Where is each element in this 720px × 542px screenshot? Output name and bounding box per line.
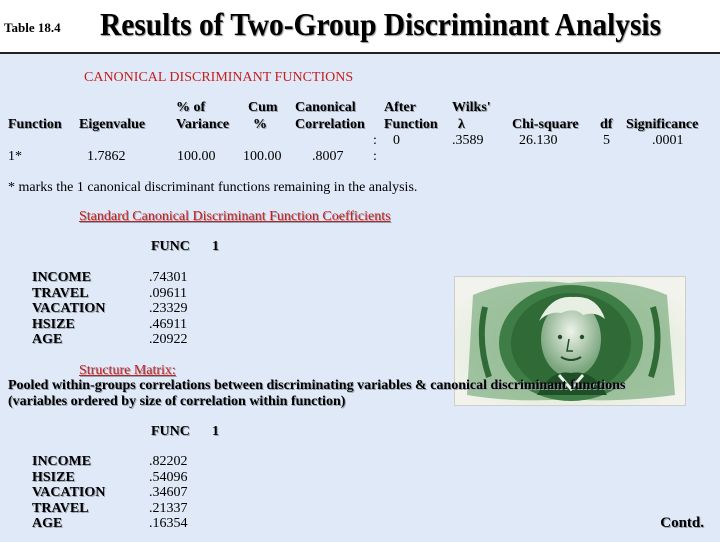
significance-value: .0001 [652, 133, 684, 148]
list-item: INCOME [32, 270, 92, 285]
list-item: .21337 [149, 500, 188, 516]
list-item: TRAVEL [32, 285, 89, 301]
structure-matrix-line1: Pooled within-groups correlations between discriminating variables & canonical discriminant functions [8, 378, 626, 393]
list-item: AGE [32, 332, 63, 347]
header-cum-line2: % [253, 117, 267, 132]
header-after-line2: Function [384, 117, 438, 132]
list-item: VACATION [32, 301, 106, 316]
header-after-line1: After [384, 100, 416, 115]
header-significance: Significance [626, 117, 699, 132]
list-item: .16354 [149, 516, 188, 531]
coefficients-func-label: FUNC [151, 239, 190, 254]
list-item: INCOME [32, 454, 92, 469]
df-value: 5 [603, 133, 610, 148]
structure-func-label: FUNC [151, 424, 190, 439]
header-canonical-line1: Canonical [295, 100, 356, 115]
list-item: VACATION [32, 485, 106, 500]
function-row-colon: : [373, 149, 377, 164]
after-row-colon: : [373, 133, 377, 148]
structure-func-number: 1 [212, 424, 219, 439]
structure-matrix-title: Structure Matrix: [79, 363, 176, 378]
structure-value-list [149, 454, 188, 532]
header-canonical-line2: Correlation [295, 117, 365, 132]
header-pct-line1: % of [176, 100, 206, 115]
wilks-lambda-value: .3589 [452, 133, 484, 148]
list-item: AGE [32, 516, 63, 531]
header-cum-line1: Cum [248, 100, 278, 115]
table-number-label: Table 18.4 [4, 20, 61, 35]
list-item: TRAVEL [32, 500, 89, 516]
canonical-correlation-value: .8007 [312, 149, 344, 164]
header-chi-square: Chi-square [512, 117, 579, 132]
pct-variance-value: 100.00 [177, 149, 216, 164]
list-item: .74301 [149, 270, 188, 285]
structure-variable-list [32, 454, 105, 532]
header-wilks-symbol: λ [458, 117, 465, 132]
slide-title: Results of Two-Group Discriminant Analysis [100, 6, 662, 42]
canonical-section-title: CANONICAL DISCRIMINANT FUNCTIONS [84, 70, 354, 85]
coefficients-title: Standard Canonical Discriminant Function Coefficients [79, 209, 391, 224]
eigenvalue-value: 1.7862 [87, 149, 126, 164]
header-pct-line2: Variance [176, 117, 230, 132]
list-item: HSIZE [32, 469, 75, 485]
list-item: .46911 [149, 316, 187, 332]
chi-square-value: 26.130 [519, 133, 558, 148]
list-item: .23329 [149, 301, 188, 316]
coefficients-func-number: 1 [212, 239, 219, 254]
coefficients-variable-list [32, 270, 105, 348]
list-item: .54096 [149, 469, 188, 485]
after-function-value: 0 [393, 133, 400, 148]
header-function: Function [8, 117, 62, 132]
list-item: .34607 [149, 485, 188, 500]
function-number: 1* [8, 149, 22, 164]
header-eigenvalue: Eigenvalue [79, 117, 146, 132]
structure-matrix-line2: (variables ordered by size of correlation within function) [8, 394, 346, 409]
cum-pct-value: 100.00 [243, 149, 282, 164]
content-panel [0, 52, 720, 542]
list-item: HSIZE [32, 316, 75, 332]
coefficients-value-list [149, 270, 188, 348]
list-item: .09611 [149, 285, 187, 301]
list-item: .82202 [149, 454, 188, 469]
header-wilks-line1: Wilks' [452, 100, 491, 115]
list-item: .20922 [149, 332, 188, 347]
header-df: df [600, 117, 613, 132]
continued-label: Contd. [660, 515, 704, 531]
footnote: * marks the 1 canonical discriminant functions remaining in the analysis. [8, 180, 418, 195]
